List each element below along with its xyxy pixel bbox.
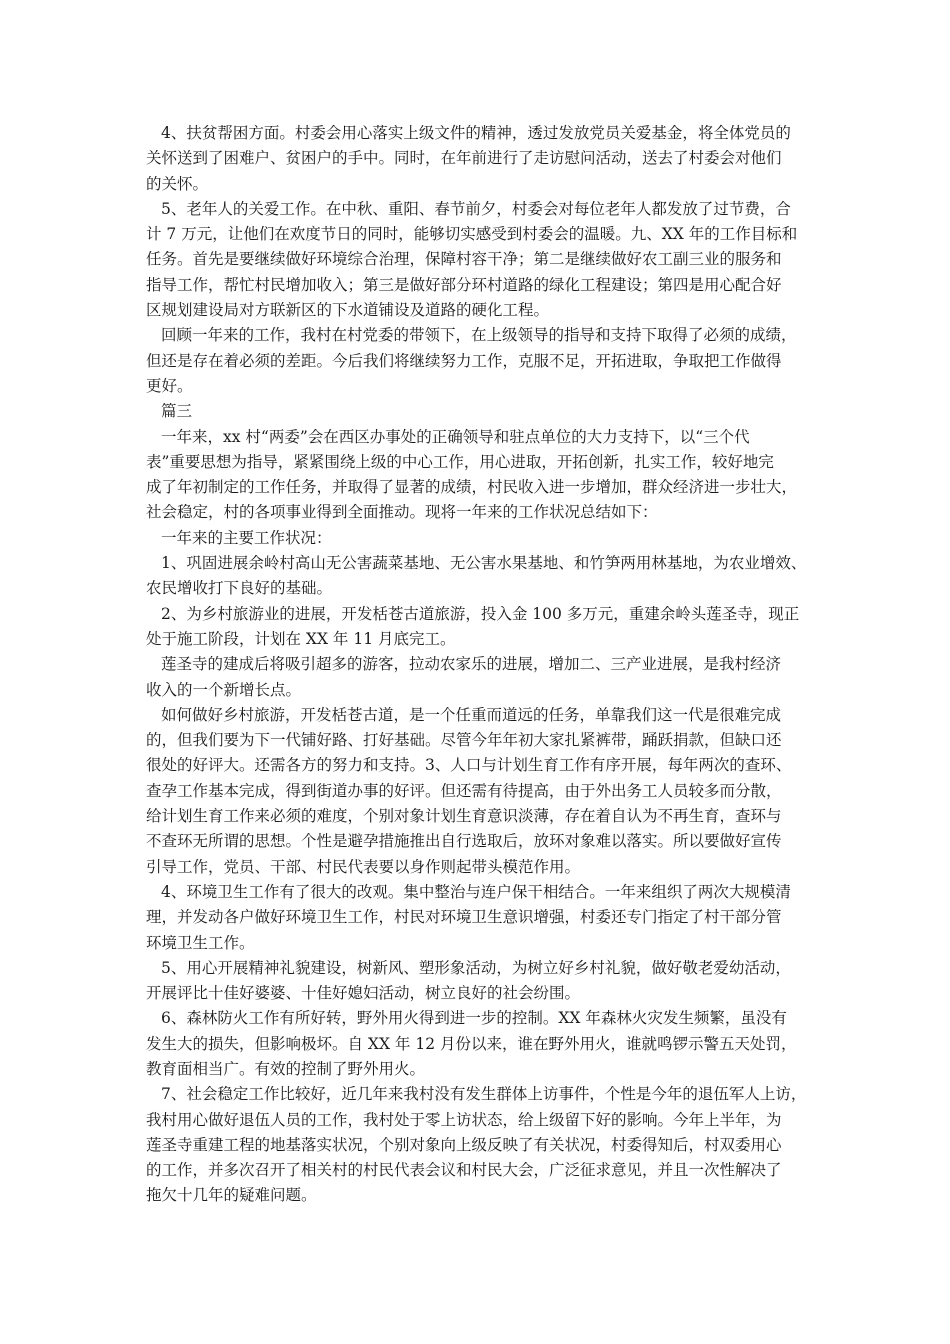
text-line: 但还是存在着必须的差距。今后我们将继续努力工作，克服不足，开拓进取，争取把工作做得 bbox=[146, 351, 782, 370]
text-line: 6、森林防火工作有所好转，野外用火得到进一步的控制。XX 年森林火灾发生频繁，虽没有 bbox=[161, 1009, 787, 1028]
paragraph bbox=[146, 652, 814, 703]
text-line: 的工作，并多次召开了相关村的村民代表会议和村民大会，广泛征求意见，并且一次性解决了 bbox=[146, 1161, 782, 1180]
text-line: 2、为乡村旅游业的进展，开发栝苍古道旅游，投入金 100 多万元，重建余岭头莲圣寺，现正 bbox=[161, 604, 800, 623]
text-line: 开展评比十佳好婆婆、十佳好媳妇活动，树立良好的社会纷围。 bbox=[146, 984, 581, 1003]
text-line: 5、老年人的关爱工作。在中秋、重阳、春节前夕，村委会对每位老年人都发放了过节费，合 bbox=[161, 199, 791, 218]
text-line: 回顾一年来的工作，我村在村党委的带领下，在上级领导的指导和支持下取得了必须的成绩， bbox=[161, 326, 797, 345]
text-line: 发生大的损失，但影响极坏。自 XX 年 12 月份以来，谁在野外用火，谁就鸣锣示警五天处罚， bbox=[146, 1034, 797, 1053]
text-line: 收入的一个新增长点。 bbox=[146, 680, 302, 699]
text-line: 区规划建设局对方联新区的下水道铺设及道路的硬化工程。 bbox=[146, 301, 550, 320]
text-line: 拖欠十几年的疑难问题。 bbox=[146, 1186, 317, 1205]
text-line: 教育面相当广。有效的控制了野外用火。 bbox=[146, 1059, 426, 1078]
text-line: 计 7 万元，让他们在欢度节日的同时，能够切实感受到村委会的温暖。九、XX 年的工作目标和 bbox=[146, 225, 798, 244]
text-line: 查孕工作基本完成，得到街道办事的好评。但还需有待提高，由于外出务工人员较多而分散， bbox=[146, 781, 782, 800]
paragraph bbox=[146, 197, 814, 323]
text-line: 莲圣寺重建工程的地基落实状况，个别对象向上级反映了有关状况，村委得知后，村双委用心 bbox=[146, 1135, 782, 1154]
text-line: 4、扶贫帮困方面。村委会用心落实上级文件的精神，透过发放党员关爱基金，将全体党员的 bbox=[161, 124, 791, 142]
text-line: 指导工作，帮忙村民增加收入；第三是做好部分环村道路的绿化工程建设；第四是用心配合好 bbox=[146, 275, 782, 294]
text-line: 的关怀。 bbox=[146, 174, 209, 193]
paragraph bbox=[146, 880, 814, 956]
text-line: 篇三 bbox=[161, 402, 193, 421]
text-line: 莲圣寺的建成后将吸引超多的游客，拉动农家乐的进展，增加二、三产业进展，是我村经济 bbox=[161, 655, 782, 674]
text-line: 5、用心开展精神礼貌建设，树新风、塑形象活动，为树立好乡村礼貌，做好敬老爱幼活动， bbox=[161, 958, 791, 977]
text-line: 成了年初制定的工作任务，并取得了显著的成绩，村民收入进一步增加，群众经济进一步壮大， bbox=[146, 478, 798, 497]
text-line: 给计划生育工作来必须的难度，个别对象计划生育意识淡薄，存在着自认为不再生育，查环与 bbox=[146, 807, 782, 826]
paragraph bbox=[146, 526, 814, 551]
paragraph bbox=[146, 121, 814, 197]
paragraph bbox=[146, 1006, 814, 1082]
text-line: 7、社会稳定工作比较好，近几年来我村没有发生群体上访事件，个性是今年的退伍军人上访， bbox=[161, 1085, 807, 1104]
text-line: 的，但我们要为下一代铺好路、打好基础。尽管今年年初大家扎紧裤带，踊跃捐款，但缺口还 bbox=[146, 731, 782, 750]
text-line: 如何做好乡村旅游，开发栝苍古道，是一个任重而道远的任务，单靠我们这一代是很难完成 bbox=[161, 705, 782, 724]
text-line: 不查环无所谓的思想。个性是避孕措施推出自行选取后，放环对象难以落实。所以要做好宣传 bbox=[146, 832, 782, 851]
text-line: 社会稳定，村的各项事业得到全面推动。现将一年来的工作状况总结如下： bbox=[146, 503, 658, 522]
text-line: 1、巩固进展余岭村高山无公害蔬菜基地、无公害水果基地、和竹笋两用林基地，为农业增效、 bbox=[161, 554, 807, 573]
paragraph bbox=[146, 956, 814, 1007]
paragraph bbox=[146, 323, 814, 399]
text-line: 处于施工阶段，计划在 XX 年 11 月底完工。 bbox=[146, 629, 456, 648]
paragraph bbox=[146, 551, 814, 602]
text-line: 关怀送到了困难户、贫困户的手中。同时，在年前进行了走访慰问活动，送去了村委会对他们 bbox=[146, 149, 782, 168]
document-body bbox=[146, 121, 814, 1209]
text-line: 更好。 bbox=[146, 376, 193, 395]
text-line: 表”重要思想为指导，紧紧围绕上级的中心工作，用心进取，开拓创新，扎实工作，较好地完 bbox=[146, 452, 774, 471]
text-line: 我村用心做好退伍人员的工作，我村处于零上访状态，给上级留下好的影响。今年上半年，为 bbox=[146, 1110, 782, 1129]
text-line: 一年来，xx 村“两委”会在西区办事处的正确领导和驻点单位的大力支持下，以“三个代 bbox=[161, 427, 750, 446]
text-line: 4、环境卫生工作有了很大的改观。集中整治与连户保干相结合。一年来组织了两次大规模清 bbox=[161, 882, 791, 901]
text-line: 一年来的主要工作状况： bbox=[161, 528, 332, 547]
paragraph bbox=[146, 602, 814, 653]
paragraph bbox=[146, 703, 814, 880]
text-line: 引导工作，党员、干部、村民代表要以身作则起带头模范作用。 bbox=[146, 857, 581, 876]
text-line: 任务。首先是要继续做好环境综合治理，保障村容干净；第二是继续做好农工副三业的服务和 bbox=[146, 250, 782, 269]
text-line: 很处的好评大。还需各方的努力和支持。3、人口与计划生育工作有序开展，每年两次的查环、 bbox=[146, 756, 792, 775]
text-line: 环境卫生工作。 bbox=[146, 933, 255, 952]
text-line: 农民增收打下良好的基础。 bbox=[146, 579, 333, 598]
paragraph bbox=[146, 399, 814, 424]
text-line: 理，并发动各户做好环境卫生工作，村民对环境卫生意识增强，村委还专门指定了村干部分管 bbox=[146, 908, 782, 927]
paragraph bbox=[146, 425, 814, 526]
paragraph bbox=[146, 1082, 814, 1208]
